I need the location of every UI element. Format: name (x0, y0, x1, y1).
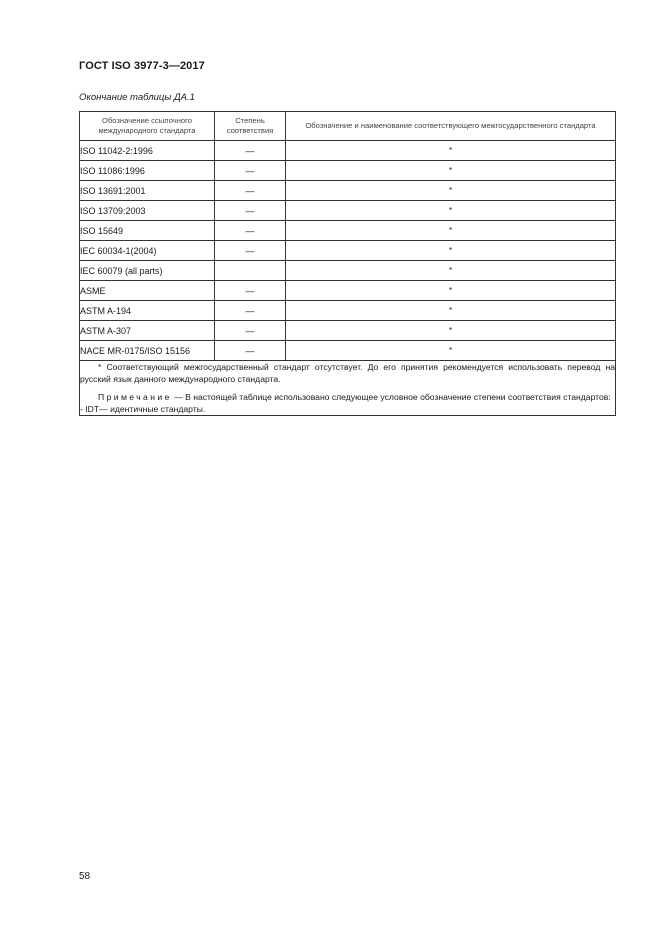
reference-standard-cell: ISO 15649 (80, 221, 215, 241)
reference-standard-cell: ISO 13691:2001 (80, 181, 215, 201)
note-label: Примечание (98, 392, 172, 402)
table-row (80, 261, 616, 281)
degree-of-compliance-cell: — (215, 281, 286, 301)
reference-standard-cell: IEC 60034-1(2004) (80, 241, 215, 261)
reference-standard-cell: ASTM A-307 (80, 321, 215, 341)
page-number: 58 (79, 871, 91, 882)
reference-standard-cell: NACE MR-0175/ISO 15156 (80, 341, 215, 361)
table-row (80, 161, 616, 181)
degree-of-compliance-cell: — (215, 341, 286, 361)
table-row (80, 221, 616, 241)
reference-standard-cell: ISO 11086:1996 (80, 161, 215, 181)
degree-of-compliance-cell: — (215, 161, 286, 181)
note (80, 391, 615, 403)
interstate-standard-cell: * (286, 241, 616, 261)
degree-of-compliance-cell: — (215, 321, 286, 341)
table-header-row (80, 112, 616, 141)
header-interstate-standard: Обозначение и наименование соответствующего межгосударственного стандарта (286, 112, 616, 141)
table-row (80, 201, 616, 221)
table-footer-row (80, 361, 616, 416)
header-reference-standard: Обозначение ссылочного международного стандарта (80, 112, 215, 141)
interstate-standard-cell: * (286, 301, 616, 321)
degree-of-compliance-cell: — (215, 141, 286, 161)
table-row (80, 281, 616, 301)
interstate-standard-cell: * (286, 141, 616, 161)
table-notes (80, 361, 616, 416)
reference-standard-cell: ASTM A-194 (80, 301, 215, 321)
table-caption: Окончание таблицы ДА.1 (79, 92, 195, 103)
table-row (80, 321, 616, 341)
document-code: ГОСТ ISO 3977-3—2017 (79, 60, 205, 72)
table-row (80, 341, 616, 361)
interstate-standard-cell: * (286, 161, 616, 181)
note-text: — В настоящей таблице использовано следующее условное обозначение степени соответствия стандартов: (171, 392, 611, 402)
standards-table (79, 111, 616, 416)
degree-of-compliance-cell: — (215, 181, 286, 201)
interstate-standard-cell: * (286, 201, 616, 221)
degree-of-compliance-cell: — (215, 241, 286, 261)
header-degree-of-compliance: Степень соответствия (215, 112, 286, 141)
interstate-standard-cell: * (286, 181, 616, 201)
reference-standard-cell: ISO 13709:2003 (80, 201, 215, 221)
table-row (80, 241, 616, 261)
note-item-idt: - IDT— идентичные стандарты. (80, 404, 206, 414)
table-row (80, 181, 616, 201)
reference-standard-cell: ISO 11042-2:1996 (80, 141, 215, 161)
degree-of-compliance-cell: — (215, 201, 286, 221)
reference-standard-cell: IEC 60079 (all parts) (80, 261, 215, 281)
table-row (80, 301, 616, 321)
table-row (80, 141, 616, 161)
interstate-standard-cell: * (286, 221, 616, 241)
interstate-standard-cell: * (286, 261, 616, 281)
degree-of-compliance-cell: — (215, 301, 286, 321)
interstate-standard-cell: * (286, 321, 616, 341)
interstate-standard-cell: * (286, 281, 616, 301)
degree-of-compliance-cell (215, 261, 286, 281)
reference-standard-cell: ASME (80, 281, 215, 301)
footnote: * Соответствующий межгосударственный стандарт отсутствует. До его принятия рекомендуется использовать перевод на русский язык данного международного стандарта. (80, 362, 615, 384)
interstate-standard-cell: * (286, 341, 616, 361)
degree-of-compliance-cell: — (215, 221, 286, 241)
